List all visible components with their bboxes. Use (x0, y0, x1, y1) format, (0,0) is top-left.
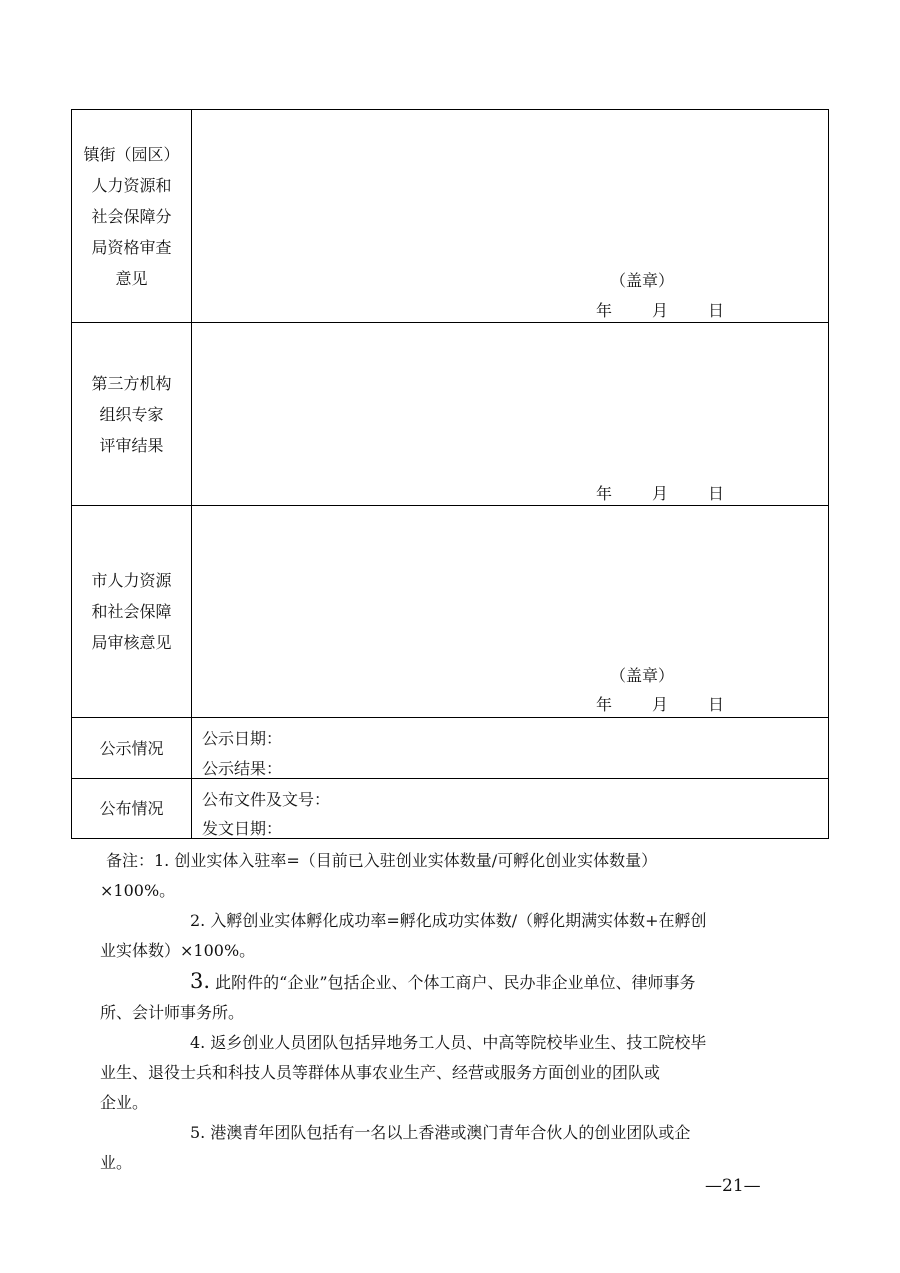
seal-text: （盖章） (610, 666, 675, 685)
row-label-text: 第三方机构 组织专家 评审结果 (91, 373, 172, 455)
row-label (72, 779, 192, 838)
note-3-number: 3. (190, 969, 211, 993)
issue-date-line: 发文日期： (202, 819, 283, 838)
row-label-text: 公布情况 (99, 799, 164, 818)
date-day: 日 (708, 301, 725, 320)
row-announcement (72, 778, 828, 838)
row-label-text: 市人力资源 和社会保障 局审核意见 (91, 571, 172, 652)
note-5-line-b: 业。 (100, 1153, 133, 1172)
date-year: 年 (596, 695, 613, 714)
row-label-text: 公示情况 (99, 738, 164, 758)
notes-section (100, 846, 776, 1178)
row-label (72, 718, 192, 778)
row-city-review (72, 505, 828, 717)
row-town-review (72, 110, 828, 322)
note-4-line-c: 企业。 (100, 1093, 149, 1112)
document-number-line: 公布文件及文号： (202, 790, 331, 809)
row-label-text: 镇街（园区） 人力资源和 社会保障分 局资格审查 意见 (83, 144, 180, 288)
note-4-line-b: 业生、退役士兵和科技人员等群体从事农业生产、经营或服务方面创业的团队或 (100, 1063, 661, 1082)
row-expert-review (72, 322, 828, 505)
date-month: 月 (652, 484, 669, 503)
publicity-result-line: 公示结果： (202, 759, 283, 778)
row-content (192, 779, 828, 838)
date-day: 日 (708, 695, 725, 714)
note-2-line-a: 2. 入孵创业实体孵化成功率=孵化成功实体数/（孵化期满实体数+在孵创 (190, 911, 707, 930)
note-4-line-a: 4. 返乡创业人员团队包括异地务工人员、中高等院校毕业生、技工院校毕 (190, 1033, 707, 1052)
date-year: 年 (596, 484, 613, 503)
date-month: 月 (652, 695, 669, 714)
date-line (596, 481, 724, 504)
note-1-line-a: 备注：1. 创业实体入驻率=（目前已入驻创业实体数量/可孵化创业实体数量） (106, 851, 658, 870)
date-line (596, 692, 724, 715)
date-month: 月 (652, 301, 669, 320)
note-5-line-a: 5. 港澳青年团队包括有一名以上香港或澳门青年合伙人的创业团队或企 (190, 1123, 691, 1142)
note-3-line-a (106, 966, 776, 998)
date-year: 年 (596, 301, 613, 320)
row-label (72, 110, 192, 322)
date-line (596, 298, 724, 321)
seal-text: （盖章） (610, 271, 675, 290)
row-content (192, 718, 828, 778)
row-label (72, 323, 192, 505)
approval-table (71, 109, 829, 839)
row-content (192, 323, 828, 505)
row-content (192, 506, 828, 717)
note-1-line-b: ×100%。 (100, 881, 176, 900)
note-3-line-b: 所、会计师事务所。 (100, 1003, 245, 1022)
note-2-line-b: 业实体数）×100%。 (100, 941, 256, 960)
row-label (72, 506, 192, 717)
row-publicity (72, 717, 828, 778)
row-content (192, 110, 828, 322)
date-day: 日 (708, 484, 725, 503)
note-3-text: 此附件的“企业”包括企业、个体工商户、民办非企业单位、律师事务 (210, 973, 696, 992)
page-number: —21— (705, 1176, 761, 1196)
publicity-date-line: 公示日期： (202, 729, 283, 748)
